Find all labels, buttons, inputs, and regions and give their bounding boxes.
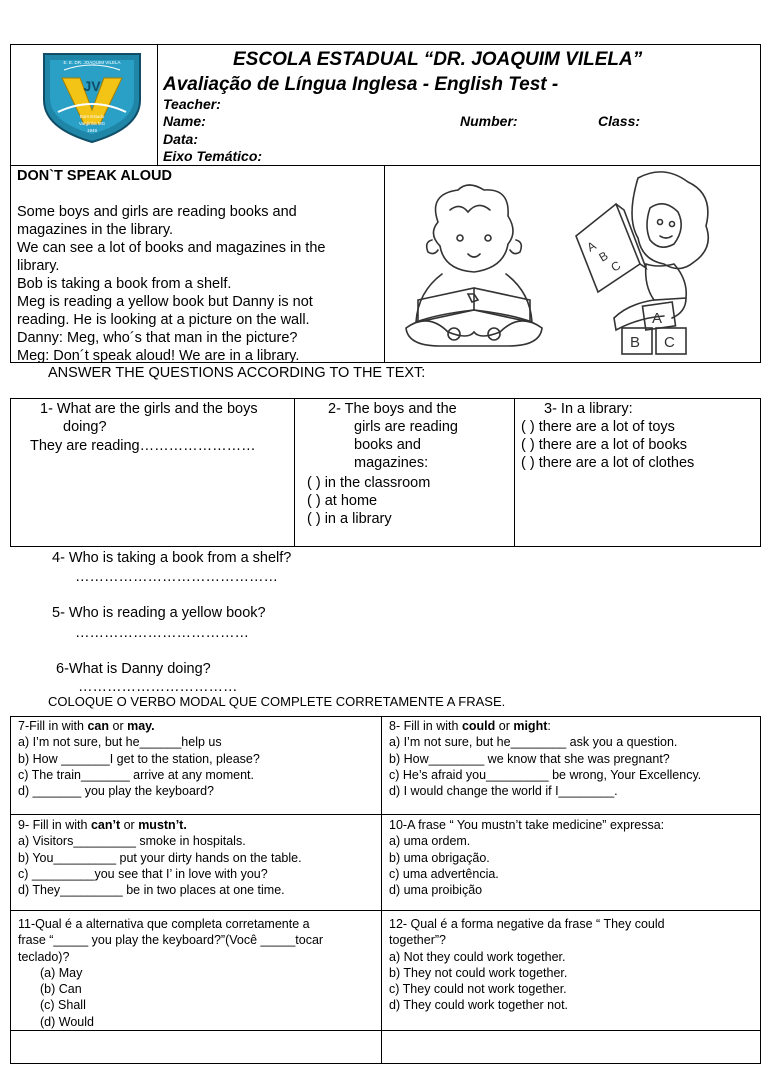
reading-line: Some boys and girls are reading books and [17,204,297,220]
q1-line: 1- What are the girls and the boys [40,401,258,417]
q11-line: 11-Qual é a alternativa que completa corretamente a [18,917,310,931]
q9-word-2: mustn’t. [138,818,187,832]
question-8 [389,718,701,799]
q2-option[interactable]: ( ) at home [307,493,378,509]
svg-text:C: C [608,258,624,275]
reading-line: We can see a lot of books and magazines in the [17,240,326,256]
reading-line: Meg: Don´t speak aloud! We are in a library. [17,348,300,364]
q9-title-text: 9- Fill in with [18,818,91,832]
q3-option[interactable]: ( ) there are a lot of clothes [521,455,695,471]
q12-line: together”? [389,933,446,948]
q2-line: magazines: [354,455,429,471]
q8-item[interactable]: b) How________ we know that she was pregnant? [389,751,670,766]
q8-title-or: or [495,719,514,733]
svg-text:A: A [584,238,599,255]
reading-text [17,203,325,365]
q10-option[interactable]: c) uma advertência. [389,866,499,881]
q10-option[interactable]: a) uma ordem. [389,834,471,849]
q8-word-2: might [513,719,548,733]
q1-line: doing? [63,419,107,435]
crest-monogram: JV [83,78,101,94]
question-11 [18,916,323,1030]
q9-title-or: or [120,818,139,832]
q7-item[interactable]: a) I’m not sure, but he______help us [18,735,222,750]
q2-option[interactable]: ( ) in a library [307,511,392,527]
crest-top-text: E. E. DR. JOAQUIM VILELA [63,60,121,65]
q8-item[interactable]: d) I would change the world if I________. [389,784,618,799]
q9-title [18,817,302,833]
reading-line: Danny: Meg, who´s that man in the picture? [17,330,298,346]
q2-line: 2- The boys and the [328,401,457,417]
q2-option[interactable]: ( ) in the classroom [307,475,431,491]
q9-item[interactable]: d) They_________ be in two places at one time. [18,883,285,898]
q5-answer-line[interactable]: ……………………………… [75,625,249,641]
q11-option[interactable]: (b) Can [40,982,82,997]
q7-item[interactable]: d) _______ you play the keyboard? [18,784,214,799]
crest-year: 1948 [86,128,97,133]
q10-option[interactable]: d) uma proibição [389,883,483,898]
q3-option[interactable]: ( ) there are a lot of books [521,437,688,453]
q9-item[interactable]: b) You_________ put your dirty hands on the table. [18,850,302,865]
q6-answer-line[interactable]: …………………………… [78,679,238,695]
q7-item[interactable]: b) How _______I get to the station, please? [18,751,260,766]
question-4: 4- Who is taking a book from a shelf? [52,550,292,566]
instruction-modal: COLOQUE O VERBO MODAL QUE COMPLETE CORRETAMENTE A FRASE. [48,694,506,709]
q-divider-2 [514,398,515,547]
q7-title-text: 7-Fill in with [18,719,88,733]
q11-line: frase “_____ you play the keyboard?”(Você _____tocar [18,933,324,948]
q3-options [521,418,694,472]
question-1 [40,400,258,436]
question-9 [18,817,302,898]
q12-option[interactable]: c) They could not work together. [389,982,567,997]
boy-reading-illustration [398,182,550,352]
q8-title-text: 8- Fill in with [389,719,462,733]
date-label: Data: [163,131,199,147]
reading-line: magazines in the library. [17,222,174,238]
q10-title: 10-A frase “ You mustn’t take medicine” expressa: [389,818,665,832]
reading-line: Meg is reading a yellow book but Danny is not [17,294,313,310]
crest-city: Varginha MG [78,121,106,126]
question-2 [328,400,458,472]
reading-title: DON`T SPEAK ALOUD [17,168,172,184]
q12-option[interactable]: b) They not could work together. [389,965,568,980]
grid-vdivider [381,716,382,1064]
q10-option[interactable]: b) uma obrigação. [389,850,490,865]
grid-hdivider-2 [10,910,761,911]
q3-option[interactable]: ( ) there are a lot of toys [521,419,675,435]
girl-reading-illustration [568,168,718,358]
reading-line: library. [17,258,60,274]
header-divider [157,44,158,166]
question-5: 5- Who is reading a yellow book? [52,605,266,621]
q8-title [389,718,701,734]
q7-title-or: or [109,719,128,733]
number-label: Number: [460,113,518,129]
q7-word-2: may. [127,719,155,733]
q12-option[interactable]: a) Not they could work together. [389,949,566,964]
svg-text:B: B [630,334,641,351]
q9-word-1: can’t [90,818,121,832]
svg-text:A: A [652,310,663,327]
reading-line: Bob is taking a book from a shelf. [17,276,232,292]
school-crest [40,48,144,144]
q2-options [307,474,430,528]
q11-option[interactable]: (a) May [40,965,83,980]
q8-item[interactable]: a) I’m not sure, but he________ ask you a question. [389,735,678,750]
q2-line: girls are reading [354,419,458,435]
q7-title [18,718,260,734]
svg-text:C: C [664,334,675,351]
school-title: ESCOLA ESTADUAL “DR. JOAQUIM VILELA” [233,49,643,70]
grid-hdivider-1 [10,814,761,815]
q9-item[interactable]: a) Visitors_________ smoke in hospitals. [18,834,246,849]
test-subtitle: Avaliação de Língua Inglesa - English Test - [163,74,559,95]
question-6: 6-What is Danny doing? [56,661,211,677]
name-label: Name: [163,113,206,129]
question-3: 3- In a library: [544,401,633,417]
q11-option[interactable]: (d) Would [40,1014,94,1029]
q8-title-colon: : [547,719,551,733]
q12-line: 12- Qual é a forma negative da frase “ They could [389,917,665,931]
grid-hdivider-3 [10,1030,761,1031]
q9-item[interactable]: c) _________you see that I’ in love with you? [18,866,268,881]
q7-word-1: can [87,719,110,733]
q-divider-1 [294,398,295,547]
reading-line: reading. He is looking at a picture on the wall. [17,312,310,328]
instruction-answer: ANSWER THE QUESTIONS ACCORDING TO THE TEXT: [48,365,426,381]
q11-line: teclado)? [18,949,70,964]
q4-answer-line[interactable]: …………………………………… [75,569,278,585]
svg-text:B: B [596,248,611,265]
q8-word-1: could [461,719,496,733]
q11-option[interactable]: (c) Shall [40,998,86,1013]
q1-answer: They are reading…………………… [30,438,256,454]
teacher-label: Teacher: [163,96,221,112]
crest-motto: Bom Estudo [79,114,105,119]
question-10 [389,817,664,898]
class-label: Class: [598,113,641,129]
q7-item[interactable]: c) The train_______ arrive at any moment. [18,767,255,782]
question-7 [18,718,260,799]
question-12 [389,916,665,1014]
q8-item[interactable]: c) He’s afraid you_________ be wrong, Your Excellency. [389,767,702,782]
q12-option[interactable]: d) They could work together not. [389,998,569,1013]
q2-line: books and [354,437,421,453]
axis-label: Eixo Temático: [163,148,263,164]
